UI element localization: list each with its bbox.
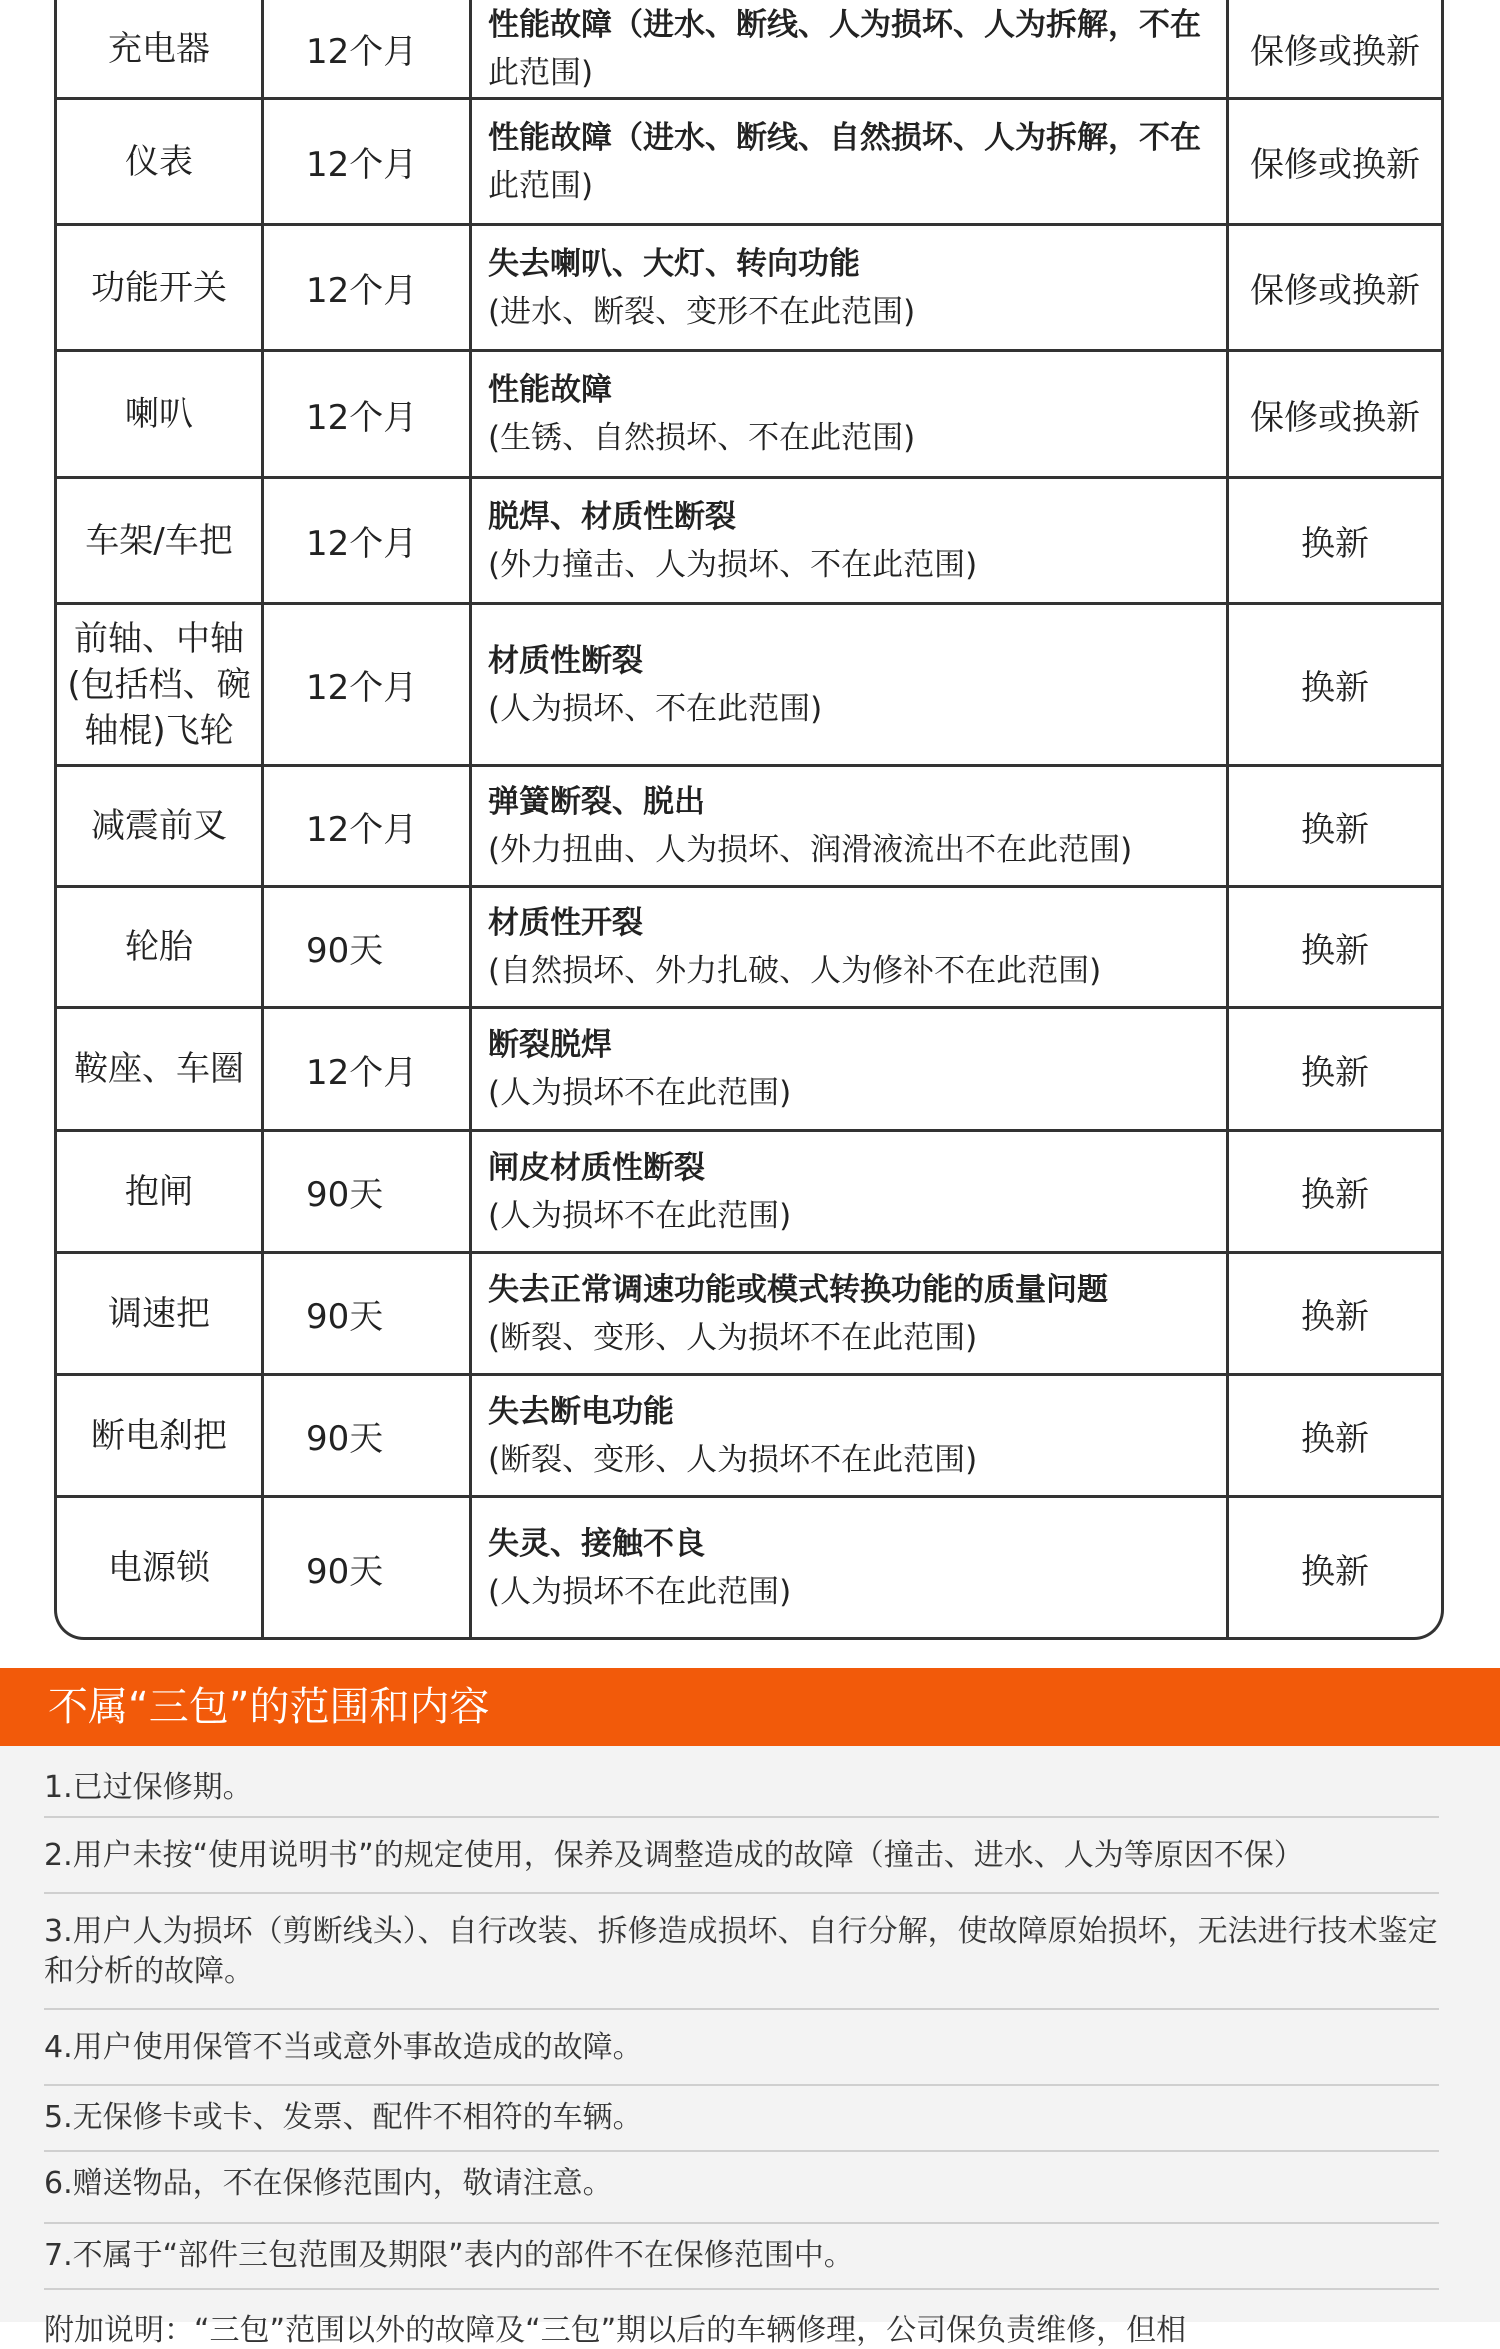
fault-line-1: 断裂脱焊 [488, 1027, 612, 1063]
fault-line-1: 性能故障 [488, 372, 612, 408]
warranty-period: 12个月 [264, 605, 472, 764]
fault-description [472, 1009, 1229, 1129]
part-name: 喇叭 [57, 352, 264, 476]
table-row [57, 1009, 1441, 1132]
fault-description [472, 352, 1229, 476]
warranty-period: 12个月 [264, 767, 472, 885]
part-name: 前轴、中轴(包括档、碗轴棍)飞轮 [57, 605, 264, 764]
list-item: 4.用户使用保管不当或意外事故造成的故障。 [44, 2026, 1439, 2086]
table-row [57, 226, 1441, 352]
list-item: 2.用户未按“使用说明书”的规定使用，保养及调整造成的故障（撞击、进水、人为等原因不保） [44, 1834, 1439, 1894]
fault-line-1: 失灵、接触不良 [488, 1526, 705, 1562]
list-item: 6.赠送物品，不在保修范围内，敬请注意。 [44, 2162, 1439, 2224]
fault-line-2: (人为损坏不在此范围) [488, 1197, 792, 1234]
warranty-period: 12个月 [264, 1009, 472, 1129]
fault-line-2: (断裂、变形、人为损坏不在此范围) [488, 1319, 978, 1356]
fault-line-2: (进水、断裂、变形不在此范围) [488, 293, 916, 330]
fault-description [472, 1376, 1229, 1495]
table-row [57, 1254, 1441, 1376]
fault-description [472, 0, 1229, 97]
fault-description [472, 605, 1229, 764]
fault-description [472, 226, 1229, 349]
fault-line-2: (外力扭曲、人为损坏、润滑液流出不在此范围) [488, 832, 1133, 868]
fault-line-1: 弹簧断裂、脱出 [488, 784, 705, 820]
service-action: 保修或换新 [1250, 145, 1420, 185]
fault-line-1: 闸皮材质性断裂 [488, 1149, 705, 1186]
warranty-period: 12个月 [264, 226, 472, 349]
part-name: 仪表 [57, 100, 264, 223]
service-action: 换新 [1301, 668, 1369, 708]
warranty-period: 12个月 [264, 100, 472, 223]
warranty-period: 90天 [264, 1376, 472, 1495]
fault-line-2: 此范围) [488, 54, 594, 91]
part-name: 减震前叉 [57, 767, 264, 885]
fault-line-1: 脱焊、材质性断裂 [488, 498, 736, 535]
service-action: 换新 [1301, 1297, 1369, 1337]
fault-line-2: 此范围) [488, 167, 594, 204]
table-row [57, 352, 1441, 479]
warranty-period: 90天 [264, 1132, 472, 1251]
table-row [57, 100, 1441, 226]
part-name: 功能开关 [57, 226, 264, 349]
fault-description [472, 100, 1229, 223]
exclusions-title: 不属“三包”的范围和内容 [0, 1668, 1500, 1746]
exclusions-list [0, 1746, 1500, 2322]
fault-line-1: 失去断电功能 [488, 1393, 674, 1430]
part-name: 鞍座、车圈 [57, 1009, 264, 1129]
service-action: 换新 [1301, 1052, 1369, 1093]
list-item: 5.无保修卡或卡、发票、配件不相符的车辆。 [44, 2096, 1439, 2152]
service-action: 换新 [1301, 524, 1369, 564]
part-name: 调速把 [57, 1254, 264, 1373]
warranty-table [54, 0, 1444, 1640]
fault-line-2: (断裂、变形、人为损坏不在此范围) [488, 1441, 978, 1478]
service-action: 保修或换新 [1250, 32, 1420, 72]
list-item: 7.不属于“部件三包范围及期限”表内的部件不在保修范围中。 [44, 2234, 1439, 2290]
warranty-period: 90天 [264, 1498, 472, 1638]
fault-line-1: 性能故障（进水、断线、人为损坏、人为拆解，不在 [488, 6, 1201, 43]
table-row [57, 1132, 1441, 1254]
part-name: 充电器 [57, 0, 264, 97]
fault-line-2: (人为损坏不在此范围) [488, 1075, 792, 1111]
table-row [57, 767, 1441, 888]
table-row [57, 479, 1441, 605]
service-action: 保修或换新 [1250, 271, 1420, 311]
part-name: 断电刹把 [57, 1376, 264, 1495]
table-row [57, 888, 1441, 1009]
list-item: 1.已过保修期。 [44, 1766, 1439, 1818]
service-action: 换新 [1301, 1419, 1369, 1459]
fault-line-1: 失去正常调速功能或模式转换功能的质量问题 [488, 1271, 1108, 1308]
fault-line-1: 失去喇叭、大灯、转向功能 [488, 245, 860, 282]
table-row [57, 1376, 1441, 1498]
table-row [57, 605, 1441, 767]
list-item: 3.用户人为损坏（剪断线头）、自行改装、拆修造成损坏、自行分解，使故障原始损坏，无法进行技术鉴定和分析的故障。 [44, 1910, 1439, 2010]
fault-description [472, 767, 1229, 885]
service-action: 换新 [1301, 1551, 1369, 1592]
warranty-period: 90天 [264, 888, 472, 1006]
warranty-period: 90天 [264, 1254, 472, 1373]
part-name: 电源锁 [57, 1498, 264, 1638]
table-row [57, 1498, 1441, 1638]
warranty-period: 12个月 [264, 479, 472, 602]
table-row [57, 0, 1441, 100]
part-name: 抱闸 [57, 1132, 264, 1251]
warranty-period: 12个月 [264, 0, 472, 97]
part-name: 轮胎 [57, 888, 264, 1006]
fault-line-1: 材质性开裂 [488, 905, 643, 941]
fault-description [472, 1498, 1229, 1638]
fault-line-2: (自然损坏、外力扎破、人为修补不在此范围) [488, 953, 1102, 989]
fault-description [472, 1132, 1229, 1251]
service-action: 换新 [1301, 930, 1369, 971]
fault-line-1: 性能故障（进水、断线、自然损坏、人为拆解，不在 [488, 119, 1201, 156]
additional-note: 附加说明：“三包”范围以外的故障及“三包”期以后的车辆修理，公司保负责维修，但相 [44, 2313, 1187, 2348]
fault-line-2: (人为损坏、不在此范围) [488, 690, 823, 727]
part-name: 车架/车把 [57, 479, 264, 602]
fault-line-2: (外力撞击、人为损坏、不在此范围) [488, 546, 978, 583]
fault-description [472, 888, 1229, 1006]
service-action: 换新 [1301, 809, 1369, 850]
fault-line-2: (人为损坏不在此范围) [488, 1574, 792, 1610]
service-action: 保修或换新 [1250, 397, 1420, 438]
fault-line-1: 材质性断裂 [488, 642, 643, 679]
fault-description [472, 1254, 1229, 1373]
fault-description [472, 479, 1229, 602]
warranty-period: 12个月 [264, 352, 472, 476]
service-action: 换新 [1301, 1175, 1369, 1215]
fault-line-2: (生锈、自然损坏、不在此范围) [488, 420, 916, 456]
